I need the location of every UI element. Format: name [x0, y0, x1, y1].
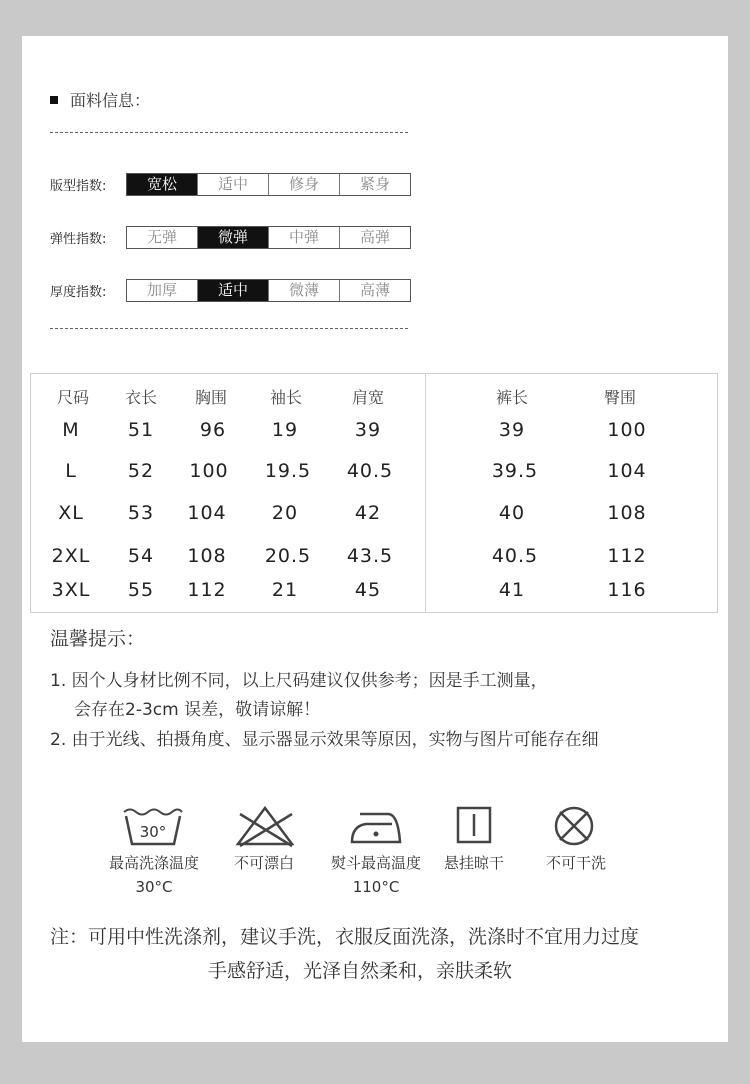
wash-30-icon: [122, 806, 184, 848]
thickness-option: 适中: [197, 280, 268, 301]
table-cell: 104: [187, 502, 227, 524]
table-cell: 116: [607, 579, 647, 601]
size-table: [30, 373, 718, 613]
header-shoulder: 肩宽: [351, 388, 385, 407]
thickness-index-row: [50, 279, 411, 302]
thickness-index-label: 厚度指数:: [50, 285, 107, 300]
elasticity-index-options: [126, 226, 411, 249]
header-size: 尺码: [56, 388, 90, 407]
care-label-text: 不可干洗: [545, 854, 607, 872]
divider: [50, 328, 408, 329]
table-cell: 112: [607, 545, 647, 567]
fit-index-row: [50, 173, 411, 196]
table-cell: 112: [187, 579, 227, 601]
note-line-2: 手感舒适，光泽自然柔和，亲肤柔软: [208, 960, 513, 982]
header-pants-length: 裤长: [495, 388, 529, 407]
divider: [50, 132, 408, 133]
table-cell: 108: [187, 545, 227, 567]
table-cell: 41: [498, 579, 526, 601]
care-label-wash: [109, 851, 199, 899]
elasticity-option: 高弹: [339, 227, 410, 248]
product-info-card: [22, 36, 728, 1042]
table-cell: 40.5: [491, 545, 539, 567]
fit-option: 修身: [268, 174, 339, 195]
table-cell: XL: [58, 502, 84, 524]
care-label-sub: 110°C: [352, 878, 400, 896]
table-cell: 45: [354, 579, 382, 601]
fabric-info-title: 面料信息：: [70, 91, 151, 110]
fit-option: 适中: [197, 174, 268, 195]
care-label-text: 最高洗涤温度: [108, 854, 200, 872]
table-cell: 39.5: [491, 460, 539, 482]
tip-line-2: 2. 由于光线、拍摄角度、显示器显示效果等原因，实物与图片可能存在细: [50, 730, 599, 750]
table-cell: 53: [127, 502, 155, 524]
elasticity-option: 中弹: [268, 227, 339, 248]
table-cell: 52: [127, 460, 155, 482]
fit-option: 宽松: [127, 174, 197, 195]
table-cell: 3XL: [51, 579, 91, 601]
table-cell: 39: [354, 419, 382, 441]
elasticity-index-label: 弹性指数:: [50, 232, 107, 247]
care-label-iron: [331, 851, 421, 899]
tips-title: 温馨提示：: [50, 628, 146, 650]
fabric-info-heading: [50, 88, 150, 111]
tip-line-1b: 会存在2-3cm 误差，敬请谅解！: [74, 700, 321, 720]
line-dry-icon: [456, 806, 492, 846]
table-cell: 100: [189, 460, 229, 482]
fit-option: 紧身: [339, 174, 410, 195]
elasticity-option: 微弹: [197, 227, 268, 248]
thickness-index-options: [126, 279, 411, 302]
no-dry-clean-icon: [552, 804, 596, 848]
table-cell: 55: [127, 579, 155, 601]
table-cell: L: [65, 460, 77, 482]
thickness-option: 加厚: [146, 281, 177, 299]
tip-line-1: 1. 因个人身材比例不同，以上尺码建议仅供参考；因是手工测量，: [50, 671, 548, 691]
table-cell: 54: [127, 545, 155, 567]
table-cell: 20.5: [264, 545, 312, 567]
table-cell: 2XL: [51, 545, 91, 567]
header-hip: 臀围: [603, 388, 637, 407]
header-chest: 胸围: [194, 388, 228, 407]
table-cell: 40: [498, 502, 526, 524]
note-line-1: 注：可用中性洗涤剂，建议手洗，衣服反面洗涤，洗涤时不宜用力过度: [50, 926, 640, 948]
table-cell: 20: [271, 502, 299, 524]
table-cell: 19: [271, 419, 299, 441]
care-label-dry: [444, 851, 504, 875]
table-cell: 96: [199, 419, 227, 441]
table-cell: 40.5: [346, 460, 394, 482]
table-cell: 100: [607, 419, 647, 441]
header-length: 衣长: [124, 388, 158, 407]
fit-index-label: 版型指数:: [50, 179, 107, 194]
table-cell: M: [62, 419, 80, 441]
thickness-option: 高薄: [339, 280, 410, 301]
care-label-dry-clean: [546, 851, 606, 875]
table-cell: 42: [354, 502, 382, 524]
bullet-icon: [50, 96, 58, 104]
elasticity-index-row: [50, 226, 411, 249]
table-cell: 19.5: [264, 460, 312, 482]
elasticity-option: 无弹: [146, 228, 177, 246]
table-cell: 104: [607, 460, 647, 482]
header-sleeve: 袖长: [269, 388, 303, 407]
table-cell: 39: [498, 419, 526, 441]
care-label-bleach: [234, 851, 294, 875]
table-cell: 108: [607, 502, 647, 524]
thickness-option: 微薄: [268, 280, 339, 301]
no-bleach-icon: [234, 804, 296, 850]
table-divider: [425, 374, 426, 612]
care-label-text: 悬挂晾干: [443, 854, 505, 872]
care-label-text: 不可漂白: [233, 854, 295, 872]
care-label-text: 熨斗最高温度: [330, 854, 422, 872]
fit-index-options: [126, 173, 411, 196]
table-cell: 43.5: [346, 545, 394, 567]
table-cell: 21: [271, 579, 299, 601]
care-label-sub: 30°C: [135, 878, 173, 896]
iron-icon: [348, 808, 404, 848]
table-cell: 51: [127, 419, 155, 441]
wash-temp-glyph: 30°: [139, 823, 167, 841]
